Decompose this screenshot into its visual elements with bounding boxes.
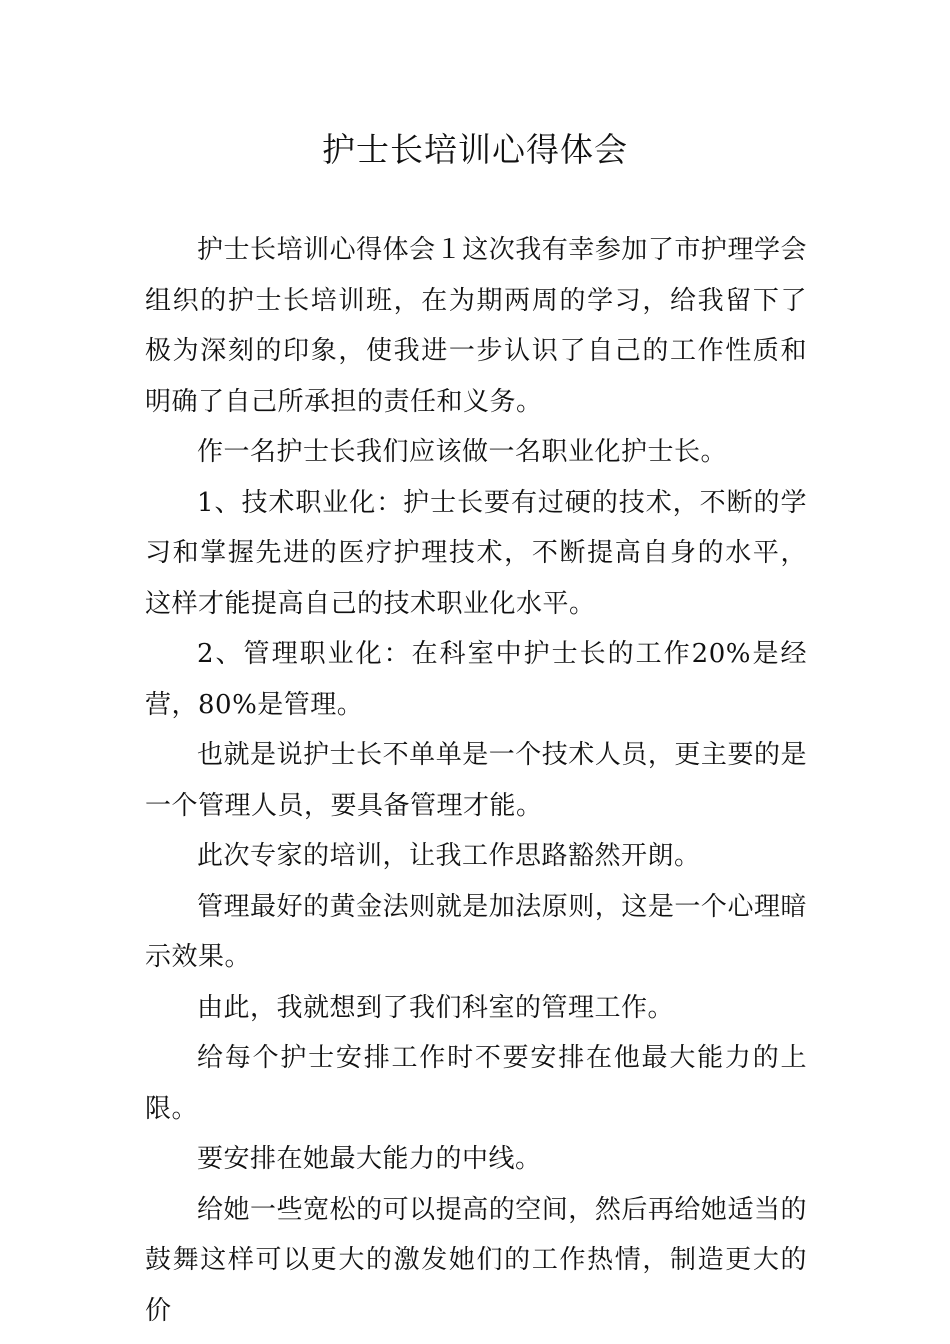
paragraph: 给每个护士安排工作时不要安排在他最大能力的上限。 [145,1043,807,1124]
paragraph: 要安排在她最大能力的中线。 [197,1144,542,1174]
document-body [145,225,807,1336]
paragraph: 此次专家的培训，让我工作思路豁然开朗。 [197,841,701,871]
paragraph: 由此，我就想到了我们科室的管理工作。 [197,992,675,1023]
paragraph: 也就是说护士长不单单是一个技术人员，更主要的是一个管理人员，要具备管理才能。 [145,740,807,821]
paragraph: 作一名护士长我们应该做一名职业化护士长。 [197,437,728,467]
paragraph: 管理最好的黄金法则就是加法原则，这是一个心理暗示效果。 [145,891,807,972]
paragraph: 护士长培训心得体会１这次我有幸参加了市护理学会组织的护士长培训班，在为期两周的学习，给我留下了极为深刻的印象，使我进一步认识了自己的工作性质和明确了自己所承担的责任和义务。 [145,235,807,417]
paragraph: 给她一些宽松的可以提高的空间，然后再给她适当的鼓舞这样可以更大的激发她们的工作热情，制造更大的价 [145,1194,807,1326]
document-title: 护士长培训心得体会 [322,130,628,169]
paragraph: 2、管理职业化：在科室中护士长的工作20%是经营，80%是管理。 [145,639,807,720]
paragraph: 1、技术职业化：护士长要有过硬的技术，不断的学习和掌握先进的医疗护理技术，不断提高自身的水平，这样才能提高自己的技术职业化水平。 [145,487,807,619]
